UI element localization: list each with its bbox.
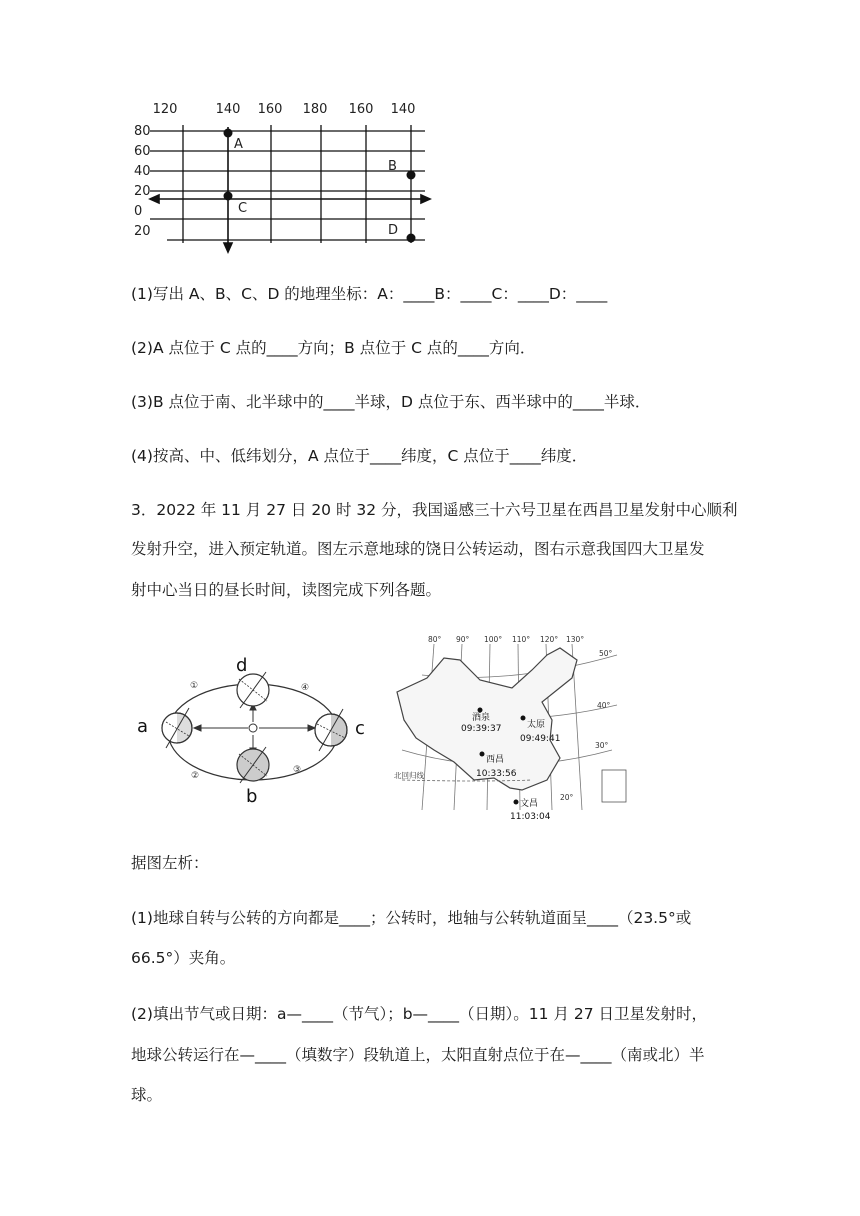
position-a-label: a: [137, 716, 149, 737]
lat-long-grid-figure: [125, 95, 445, 255]
china-launch-sites-map: [382, 630, 632, 820]
grid-lines: [150, 125, 425, 243]
site-name-wenchang: 文昌: [520, 799, 539, 809]
site-daylength-taiyuan: 09:49:41: [520, 734, 561, 744]
point-d-label: D: [388, 223, 399, 238]
site-name-jiuquan: 酒泉: [472, 713, 491, 723]
site-daylength-jiuquan: 09:39:37: [461, 724, 502, 734]
lon-label: 160: [257, 102, 283, 117]
lon-label: 120: [152, 102, 178, 117]
q3-part2-line: (2)填出节气或日期：a—____（节气）；b—____（日期）。11 月 27 日卫星发射时，: [131, 1005, 708, 1023]
position-c-label: c: [355, 718, 365, 739]
point-a-label: A: [234, 137, 243, 152]
q2-part1: (1)写出 A、B、C、D 的地理坐标：A：____B：____C：____D：____: [131, 285, 608, 303]
site-daylength-wenchang: 11:03:04: [510, 812, 551, 820]
parallel-label: 30°: [595, 741, 609, 750]
point-b-label: B: [388, 159, 397, 174]
parallel-label: 40°: [597, 701, 611, 710]
position-d-label: d: [236, 655, 248, 676]
q3-analysis-label: 据图左析：: [131, 854, 209, 872]
tropic-label: 北回归线: [394, 771, 424, 780]
lat-label: 0: [134, 204, 143, 219]
q3-part2-line: 地球公转运行在—____（填数字）段轨道上，太阳直射点位于在—____（南或北）半: [131, 1046, 705, 1064]
parallel-label: 20°: [560, 793, 574, 802]
site-name-xichang: 西昌: [486, 755, 505, 765]
meridian-label: 90°: [456, 635, 470, 644]
q2-part3: (3)B 点位于南、北半球中的____半球，D 点位于东、西半球中的____半球．: [131, 393, 651, 411]
segment-label: ①: [190, 681, 199, 691]
lon-label: 160: [348, 102, 374, 117]
point-c-label: C: [238, 201, 248, 216]
lat-label: 80: [134, 124, 151, 139]
site-name-taiyuan: 太原: [527, 720, 546, 730]
lon-label: 140: [390, 102, 416, 117]
q3-intro-line: 发射升空，进入预定轨道。图左示意地球的饶日公转运动，图右示意我国四大卫星发: [131, 540, 705, 558]
q2-part4: (4)按高、中、低纬划分，A 点位于____纬度，C 点位于____纬度．: [131, 447, 588, 465]
lat-label: 20: [134, 224, 151, 239]
q3-intro-line: 射中心当日的昼长时间，读图完成下列各题。: [131, 581, 442, 599]
site-marker-wenchang: [514, 800, 519, 805]
point-a-marker: [224, 129, 233, 138]
earth-position-a: [162, 708, 192, 748]
parallel-label: 50°: [599, 649, 613, 658]
q3-part2-line: 球。: [131, 1086, 163, 1104]
segment-label: ④: [301, 683, 310, 693]
point-c-marker: [224, 192, 233, 201]
lon-label: 140: [215, 102, 241, 117]
point-b-marker: [407, 171, 416, 180]
q3-part1-line: (1)地球自转与公转的方向都是____；公转时，地轴与公转轨道面呈____（23.5°或: [131, 909, 692, 927]
q2-part2: (2)A 点位于 C 点的____方向；B 点位于 C 点的____方向．: [131, 339, 536, 357]
meridian-label: 80°: [428, 635, 442, 644]
point-d-marker: [407, 234, 416, 243]
lat-label: 40: [134, 164, 151, 179]
q3-part1-line: 66.5°）夹角。: [131, 949, 236, 967]
segment-label: ③: [293, 765, 302, 775]
lat-label: 20: [134, 184, 151, 199]
lon-label: 180: [302, 102, 328, 117]
earth-orbit-diagram: [133, 650, 373, 810]
site-marker-xichang: [480, 752, 485, 757]
lat-label: 60: [134, 144, 151, 159]
grid-points: [224, 129, 416, 243]
meridian-label: 130°: [566, 635, 585, 644]
earth-position-c: [315, 709, 347, 751]
position-b-label: b: [246, 786, 258, 807]
site-daylength-xichang: 10:33:56: [476, 769, 517, 779]
earth-position-b: [237, 747, 269, 783]
site-marker-taiyuan: [521, 716, 526, 721]
sun-icon: [249, 724, 257, 732]
site-marker-jiuquan: [478, 708, 483, 713]
segment-label: ②: [191, 771, 200, 781]
meridian-label: 110°: [512, 635, 531, 644]
meridian-label: 100°: [484, 635, 503, 644]
inset-map: [602, 770, 626, 802]
earth-position-d: [237, 672, 269, 708]
meridian-label: 120°: [540, 635, 559, 644]
q3-intro-line: 3．2022 年 11 月 27 日 20 时 32 分，我国遥感三十六号卫星在西昌卫星发射中心顺利: [131, 501, 738, 519]
